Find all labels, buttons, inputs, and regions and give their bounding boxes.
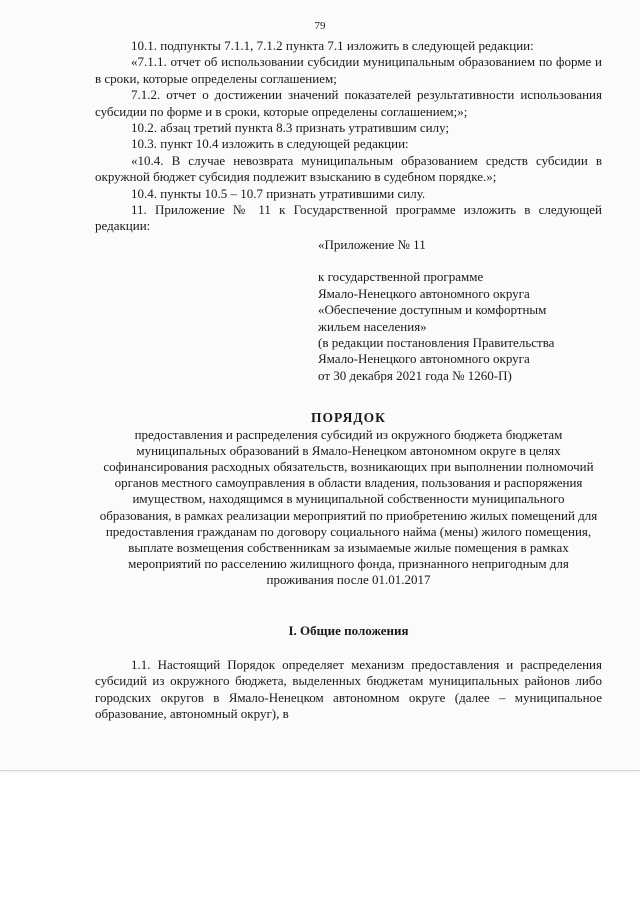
paragraph-10-1: 10.1. подпункты 7.1.1, 7.1.2 пункта 7.1 изложить в следующей редакции:: [131, 38, 534, 53]
appendix-line: жильем населения»: [318, 318, 427, 334]
appendix-line: (в редакции постановления Правительства: [318, 334, 555, 350]
paragraph-11: 11. Приложение № 11 к Государственной программе изложить в следующей редакции:: [95, 202, 602, 234]
document-body: [95, 38, 602, 723]
paragraph-10-4: 10.4. пункты 10.5 – 10.7 признать утратившими силу.: [131, 185, 426, 201]
appendix-header: [318, 237, 602, 384]
paragraph-7-1-2: 7.1.2. отчет о достижении значений показателей результативности использования субсидии по форме и в сроки, которые определены соглашением;»;: [95, 87, 602, 119]
order-title: ПОРЯДОК: [311, 410, 386, 426]
appendix-spacer: [318, 253, 602, 269]
appendix-line: «Обеспечение доступным и комфортным: [318, 302, 547, 318]
section-title: I. Общие положения: [288, 622, 409, 638]
paragraph-10-4-quote: «10.4. В случае невозврата муниципальным образованием средств субсидии в окружной бюджет субсидия подлежит взысканию в судебном порядке.»;: [95, 152, 602, 185]
paragraph-7-1-1: «7.1.1. отчет об использовании субсидии муниципальным образованием по форме и в сроки, которые определены соглашением;: [95, 54, 602, 86]
appendix-line: Ямало-Ненецкого автономного округа: [318, 351, 530, 367]
paragraph-10-3: 10.3. пункт 10.4 изложить в следующей редакции:: [131, 136, 409, 152]
order-subtitle: предоставления и распределения субсидий из окружного бюджета бюджетам муниципальных образований в Ямало-Ненецком автономном округе в целях софинансирования расходных обязательств, возникающих при выполнении полномочий органов местного самоуправления в области владения, пользования и распоряжения имуществом, находящимся в муниципальной собственности муниципального образования, в рамках реализации мероприятий по приобретению жилых помещений для предоставления гражданам по договору социального найма (мены) жилого помещения, выплате возмещения собственникам за изымаемые жилые помещения в рамках мероприятий по расселению жилищного фонда, признанного непригодным для проживания после 01.01.2017: [99, 426, 598, 588]
appendix-line: к государственной программе: [318, 269, 484, 285]
appendix-title: «Приложение № 11: [318, 236, 426, 252]
appendix-line: от 30 декабря 2021 года № 1260-П): [318, 367, 512, 383]
appendix-line: Ямало-Ненецкого автономного округа: [318, 285, 530, 301]
paragraph-1-1: 1.1. Настоящий Порядок определяет механизм предоставления и распределения субсидий из окружного бюджета, выделенных бюджетам муниципальных районов либо городских округов в Ямало-Ненецком автономном округе (далее – муниципальное образование, автономный округ), в: [95, 656, 602, 722]
page-number: 79: [314, 20, 326, 32]
paragraph-10-2: 10.2. абзац третий пункта 8.3 признать утратившим силу;: [131, 120, 450, 136]
